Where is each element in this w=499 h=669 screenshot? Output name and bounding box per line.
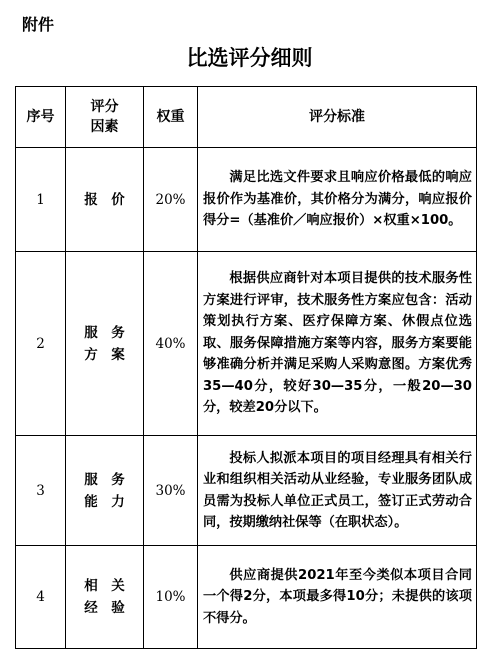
row-seq: 3 bbox=[16, 436, 66, 546]
header-seq: 序号 bbox=[16, 87, 66, 148]
table-row bbox=[16, 436, 477, 546]
table-row bbox=[16, 546, 477, 649]
row-weight: 40% bbox=[144, 252, 198, 436]
header-criteria: 评分标准 bbox=[198, 87, 477, 148]
row-factor-line2: 能 力 bbox=[84, 493, 125, 510]
table-row bbox=[16, 148, 477, 252]
row-criteria: 供应商提供2021年至今类似本项目合同一个得2分，本项最多得10分；未提供的该项不得分。 bbox=[198, 546, 477, 649]
row-criteria: 投标人拟派本项目的项目经理具有相关行业和组织相关活动从业经验，专业服务团队成员需为投标人单位正式员工，签订正式劳动合同，按期缴纳社保等（在职状态）。 bbox=[198, 436, 477, 546]
header-factor-line2: 因素 bbox=[90, 119, 119, 135]
row-factor-line1: 相 关 bbox=[84, 578, 125, 594]
row-weight: 20% bbox=[144, 148, 198, 252]
row-factor bbox=[66, 436, 144, 546]
attachment-label: 附件 bbox=[22, 15, 55, 34]
row-factor bbox=[66, 148, 144, 252]
row-factor-line1: 服 务 bbox=[84, 471, 125, 488]
row-factor-line2: 方 案 bbox=[84, 346, 125, 363]
scoring-table bbox=[15, 86, 477, 649]
row-factor-line1: 报 价 bbox=[84, 191, 125, 208]
page-title: 比选评分细则 bbox=[186, 45, 313, 70]
row-weight: 30% bbox=[144, 436, 198, 546]
row-criteria: 根据供应商针对本项目提供的技术服务性方案进行评审，技术服务性方案应包含：活动策划执行方案、医疗保障方案、休假点位选取、服务保障措施方案等内容，服务方案要能够准确分析并满足采购人采购意图。方案优秀35—40分，较好30—35分，一般20—30分，较差20分以下。 bbox=[198, 252, 477, 436]
row-factor-line1: 服 务 bbox=[84, 324, 125, 341]
row-criteria: 满足比选文件要求且响应价格最低的响应报价作为基准价，其价格分为满分，响应报价得分=（基准价／响应报价）×权重×100。 bbox=[198, 148, 477, 252]
row-factor bbox=[66, 252, 144, 436]
table-header-row bbox=[16, 87, 477, 148]
row-seq: 2 bbox=[16, 252, 66, 436]
row-factor bbox=[66, 546, 144, 649]
table-row bbox=[16, 252, 477, 436]
row-seq: 4 bbox=[16, 546, 66, 649]
header-factor bbox=[66, 87, 144, 148]
row-factor-line2: 经 验 bbox=[84, 600, 125, 616]
row-weight: 10% bbox=[144, 546, 198, 649]
header-factor-line1: 评分 bbox=[90, 99, 119, 115]
row-seq: 1 bbox=[16, 148, 66, 252]
header-weight: 权重 bbox=[144, 87, 198, 148]
